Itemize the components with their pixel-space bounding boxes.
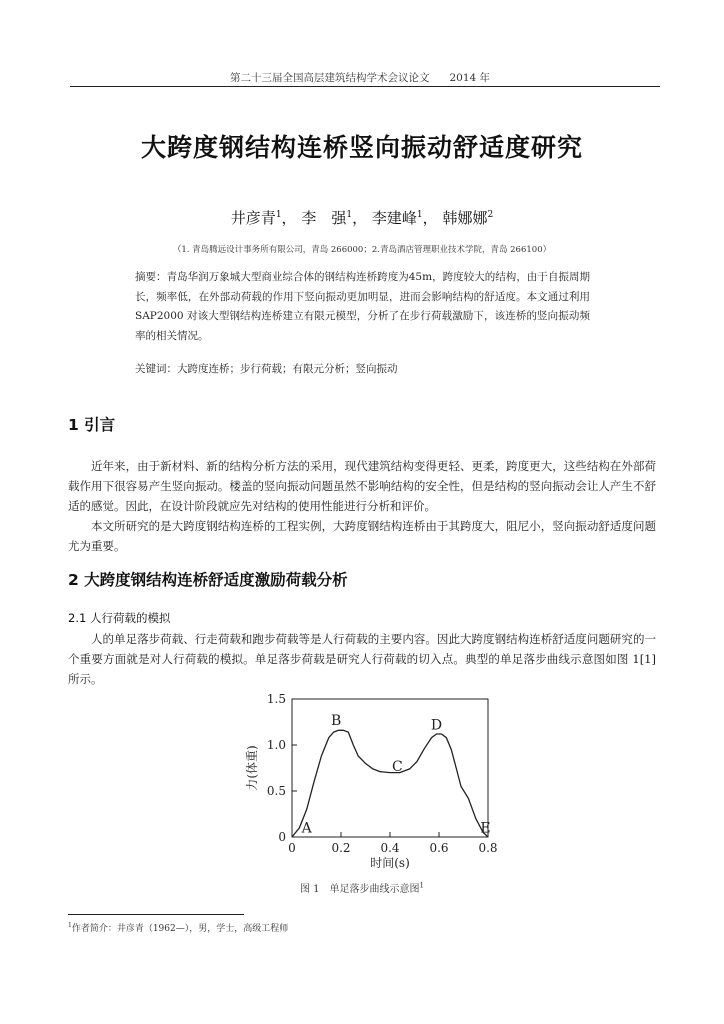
abstract — [135, 268, 590, 346]
subsection-heading: 2.1 人行荷载的模拟 — [68, 611, 171, 625]
point-label: D — [430, 717, 443, 734]
author-mark: 1 — [275, 210, 282, 220]
y-axis-label: 力(体重) — [245, 745, 259, 791]
keywords-label: 关键词： — [135, 363, 177, 375]
conference-name: 第二十三届全国高层建筑结构学术会议论文 — [229, 72, 430, 84]
point-label: A — [301, 820, 312, 837]
plot-frame — [292, 699, 491, 837]
footnote — [68, 921, 288, 934]
abstract-label: 摘要： — [135, 271, 167, 283]
x-tick-label: 0 — [288, 841, 296, 855]
y-tick-label: 1.0 — [266, 738, 286, 752]
figure-caption-text: 图 1 单足落步曲线示意图 — [299, 884, 420, 895]
section-body — [68, 456, 656, 556]
section-body — [68, 629, 656, 689]
paragraph: 人的单足落步荷载、行走荷载和跑步荷载等是人行荷载的主要内容。因此大跨度钢结构连桥舒适度问题研究的一个重要方面就是对人行荷载的模拟。单足落步荷载是研究人行荷载的切入点。典型的单足落步曲线示意图如图 1[1]所示。 — [68, 632, 656, 686]
author-separator: ， — [352, 209, 368, 227]
x-tick-label: 0.6 — [429, 841, 449, 855]
author-mark: 1 — [346, 210, 353, 220]
x-axis-label: 时间(s) — [370, 856, 410, 870]
author-name: 井彦青 — [230, 209, 276, 227]
x-tick-label: 0.4 — [380, 841, 400, 855]
y-tick-label: 0.5 — [266, 784, 286, 798]
point-label: E — [480, 820, 491, 837]
footnote-rule — [68, 914, 244, 915]
author-mark: 2 — [487, 210, 494, 220]
x-tick-label: 0.8 — [478, 841, 498, 855]
footfall-chart — [240, 685, 510, 875]
abstract-text: 青岛华润万象城大型商业综合体的钢结构连桥跨度为45m，跨度较大的结构，由于自振周期长，频率低，在外部动荷载的作用下竖向振动更加明显，进而会影响结构的舒适度。本文通过利用 SAP2000 对该大型钢结构连桥建立有限元模型，分析了在步行荷载激励下，该连桥的竖向振动频率的相关情况。 — [135, 271, 590, 342]
keywords — [135, 361, 590, 376]
paragraph: 近年来，由于新材料、新的结构分析方法的采用，现代建筑结构变得更轻、更柔，跨度更大，这些结构在外部荷载作用下很容易产生竖向振动。楼盖的竖向振动问题虽然不影响结构的安全性，但是结构的竖向振动会让人产生不舒适的感觉。因此，在设计阶段就应先对结构的使用性能进行分析和评价。 — [68, 459, 656, 513]
x-tick-label: 0.2 — [331, 841, 351, 855]
affiliation: （1. 青岛腾远设计事务所有限公司，青岛 266000；2.青岛酒店管理职业技术学院，青岛 266100） — [172, 245, 552, 255]
keywords-text: 大跨度连桥；步行荷载；有限元分析；竖向振动 — [177, 363, 398, 375]
y-tick-label: 1.5 — [266, 692, 286, 706]
y-tick-label: 0 — [278, 830, 286, 844]
author-name: 韩娜娜 — [442, 209, 488, 227]
figure-caption — [0, 880, 724, 895]
author-mark: 1 — [416, 210, 423, 220]
author-name: 李 强 — [301, 209, 347, 227]
running-header — [60, 70, 660, 85]
author-name: 李建峰 — [371, 209, 417, 227]
conference-year: 2014 年 — [449, 72, 491, 84]
paragraph: 本文所研究的是大跨度钢结构连桥的工程实例，大跨度钢结构连桥由于其跨度大，阻尼小，竖向振动舒适度问题尤为重要。 — [68, 519, 656, 553]
series-line — [292, 730, 491, 837]
section-heading: 2 大跨度钢结构连桥舒适度激励荷载分析 — [68, 571, 348, 589]
paper-title: 大跨度钢结构连桥竖向振动舒适度研究 — [140, 133, 583, 162]
footnote-text: 作者简介：井彦青（1962—），男，学士，高级工程师 — [71, 924, 289, 934]
header-rule — [70, 86, 660, 87]
point-label: C — [391, 758, 403, 775]
section-heading: 1 引言 — [68, 416, 116, 434]
point-label: B — [330, 712, 342, 729]
figure-caption-mark: 1 — [419, 881, 424, 890]
author-separator: ， — [281, 209, 297, 227]
author-list — [0, 207, 724, 228]
author-separator: ， — [422, 209, 438, 227]
footnote-mark: 1 — [68, 922, 72, 929]
